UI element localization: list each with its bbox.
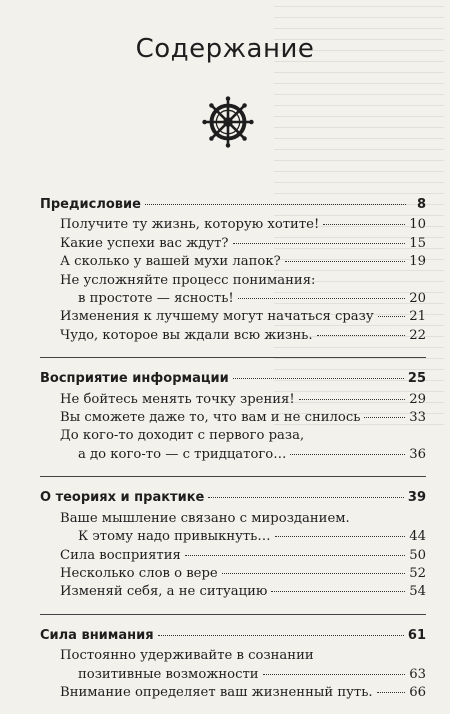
dot-leader	[323, 224, 405, 225]
chapter-title: О теориях и практике	[40, 490, 205, 506]
entry-title: Чудо, которое вы ждали всю жизнь.	[60, 327, 313, 343]
entry-title: К этому надо привыкнуть…	[78, 529, 271, 545]
toc-entry[interactable]	[40, 235, 426, 253]
page-number: 25	[407, 371, 426, 387]
toc-entry[interactable]	[40, 528, 426, 546]
section-divider	[40, 357, 426, 358]
page-number: 36	[409, 446, 426, 462]
chapter-row[interactable]	[40, 196, 426, 214]
entry-title: в простоте — ясность!	[78, 291, 234, 307]
dot-leader	[378, 316, 406, 317]
dot-leader	[208, 497, 404, 498]
page-number: 15	[409, 235, 426, 251]
toc-entry[interactable]	[40, 409, 426, 427]
toc-section	[40, 489, 426, 601]
page-number: 10	[409, 217, 426, 233]
toc-section	[40, 196, 426, 345]
dot-leader	[233, 243, 406, 244]
entry-title: Какие успехи вас ждут?	[60, 235, 229, 251]
entry-title: а до кого-то — с тридцатого…	[78, 446, 287, 462]
entry-title: Не бойтесь менять точку зрения!	[60, 391, 295, 407]
toc-entry[interactable]	[40, 684, 426, 702]
page-number: 66	[409, 684, 426, 700]
chapter-row[interactable]	[40, 489, 426, 507]
toc-section	[40, 627, 426, 703]
section-divider	[40, 614, 426, 615]
page-number: 22	[409, 327, 426, 343]
page-number: 54	[409, 584, 426, 600]
toc-entry[interactable]	[40, 666, 426, 684]
entry-title: Изменяй себя, а не ситуацию	[60, 584, 268, 600]
chapter-title: Восприятие информации	[40, 371, 229, 387]
page-number: 39	[407, 490, 426, 506]
dot-leader	[185, 555, 405, 556]
entry-title: Изменения к лучшему могут начаться сразу	[60, 309, 374, 325]
entry-title: Сила восприятия	[60, 547, 181, 563]
entry-title-first-line[interactable]: Постоянно удерживайте в сознании	[60, 648, 314, 664]
toc-entry[interactable]	[40, 253, 426, 271]
toc-entry[interactable]	[40, 565, 426, 583]
dot-leader	[317, 335, 406, 336]
dot-leader	[285, 261, 406, 262]
dot-leader	[290, 454, 405, 455]
chapter-title: Предисловие	[40, 197, 141, 212]
entry-title-first-line[interactable]: Не усложняйте процесс понимания:	[60, 272, 316, 288]
chapter-title: Сила внимания	[40, 627, 154, 643]
dot-leader	[275, 536, 406, 537]
toc-entry[interactable]	[40, 216, 426, 234]
dot-leader	[364, 417, 405, 418]
section-divider	[40, 476, 426, 477]
entry-title: Вы сможете даже то, что вам и не снилось	[60, 410, 361, 426]
dot-leader	[238, 298, 406, 299]
entry-title: Получите ту жизнь, которую хотите!	[60, 217, 320, 233]
toc-entry[interactable]	[40, 308, 426, 326]
dot-leader	[233, 378, 404, 379]
entry-title: позитивные возможности	[78, 666, 259, 682]
page-number: 8	[416, 197, 426, 212]
page-number: 44	[409, 529, 426, 545]
toc-section	[40, 370, 426, 464]
toc-entry[interactable]	[40, 547, 426, 565]
chapter-row[interactable]	[40, 627, 426, 645]
page-number: 29	[409, 391, 426, 407]
page-number: 21	[409, 309, 426, 325]
entry-title-first-line[interactable]: Ваше мышление связано с мирозданием.	[60, 510, 350, 526]
table-of-contents	[40, 196, 426, 714]
toc-entry[interactable]	[40, 446, 426, 464]
toc-entry[interactable]	[40, 391, 426, 409]
dot-leader	[222, 573, 405, 574]
toc-entry[interactable]	[40, 290, 426, 308]
page-number: 63	[409, 666, 426, 682]
entry-title: Несколько слов о вере	[60, 565, 218, 581]
page-number: 20	[409, 291, 426, 307]
page-number: 52	[409, 565, 426, 581]
toc-entry[interactable]	[40, 583, 426, 601]
dot-leader	[377, 692, 406, 693]
page-number: 50	[409, 547, 426, 563]
chapter-row[interactable]	[40, 370, 426, 388]
toc-entry[interactable]	[40, 327, 426, 345]
entry-title: Внимание определяет ваш жизненный путь.	[60, 684, 373, 700]
page-number: 61	[407, 627, 426, 643]
page-number: 33	[409, 410, 426, 426]
entry-title: А сколько у вашей мухи лапок?	[60, 254, 281, 270]
ship-wheel-icon	[202, 96, 254, 148]
dot-leader	[299, 399, 406, 400]
page-number: 19	[409, 254, 426, 270]
entry-title-first-line[interactable]: До кого-то доходит с первого раза,	[60, 428, 305, 444]
dot-leader	[158, 635, 404, 636]
dot-leader	[145, 204, 406, 205]
dot-leader	[263, 674, 406, 675]
page-title: Содержание	[135, 34, 315, 64]
dot-leader	[271, 591, 405, 592]
